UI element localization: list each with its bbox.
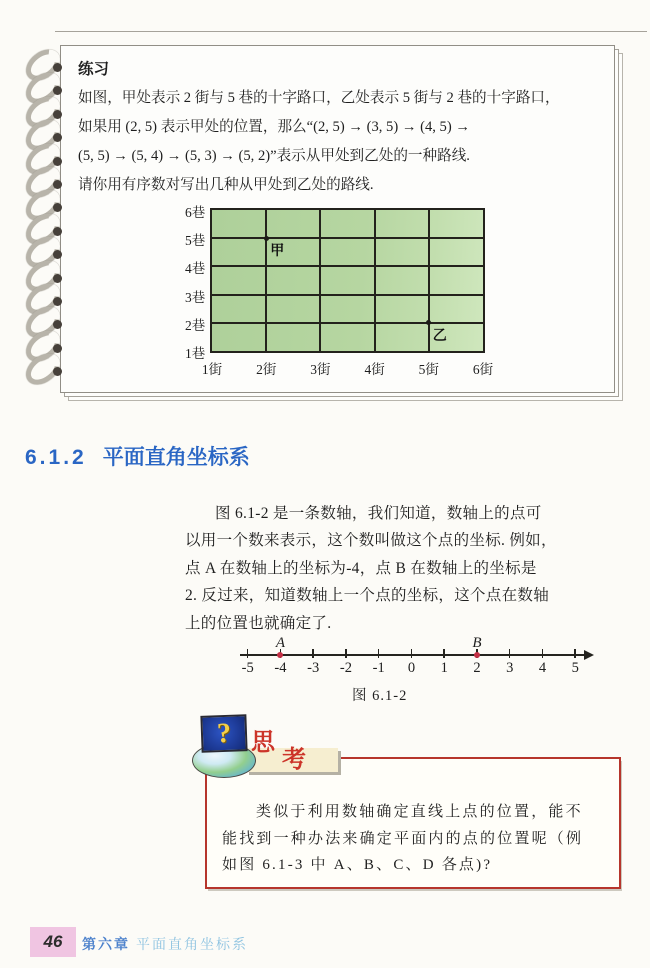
paragraph-line: 上的位置也就确定了.	[185, 614, 332, 632]
paragraph-line: 点 A 在数轴上的坐标为-4，点 B 在数轴上的坐标是	[185, 559, 537, 577]
tick-label: 0	[407, 660, 416, 676]
street-label: 2街	[256, 362, 277, 377]
spiral-ring-hole	[53, 227, 62, 236]
grid-vline	[428, 210, 430, 351]
axis-tick	[378, 649, 380, 658]
spiral-ring-hole	[53, 203, 62, 212]
page-number: 46	[43, 932, 63, 951]
street-label: 3街	[310, 362, 331, 377]
grid-hline	[212, 265, 483, 267]
think-lines	[222, 799, 614, 879]
think-line: 能找到一种办法来确定平面内的点的位置呢（例	[222, 830, 584, 847]
exercise-lines	[78, 84, 615, 200]
street-grid	[185, 198, 525, 382]
spiral-ring-hole	[53, 367, 62, 376]
grid-hline	[212, 294, 483, 296]
question-board-icon	[200, 714, 247, 753]
footer-chapter: 第六章	[82, 938, 130, 953]
paragraph-line: 以用一个数来表示，这个数叫做这个点的坐标. 例如，	[185, 532, 557, 550]
lane-label: 6巷	[185, 205, 206, 220]
numberline-axis	[240, 654, 586, 656]
point-label: A	[275, 635, 286, 651]
grid-hline	[212, 237, 483, 239]
axis-tick	[411, 649, 413, 658]
grid-marker-dot	[264, 236, 269, 241]
tick-label: -3	[307, 660, 320, 676]
think-label-char: 考	[282, 746, 306, 773]
axis-tick	[247, 649, 249, 658]
axis-tick	[345, 649, 347, 658]
tick-label: 2	[473, 660, 481, 676]
lane-label: 5巷	[185, 233, 206, 249]
numberline-figure	[215, 635, 615, 696]
grid-marker-label: 乙	[432, 328, 447, 344]
spiral-ring-hole	[53, 110, 62, 119]
axis-tick	[574, 649, 576, 658]
street-label: 4街	[364, 362, 385, 377]
tick-label: 5	[571, 660, 579, 676]
tick-label: -5	[241, 660, 254, 676]
street-label: 1街	[201, 362, 223, 377]
exercise-line: 如果用 (2, 5) 表示甲处的位置，那么“(2, 5) → (3, 5) → (4, 5) →	[78, 119, 470, 135]
numberline-arrow-icon	[584, 650, 594, 660]
lane-label: 2巷	[185, 317, 206, 333]
grid-marker-label: 甲	[270, 244, 285, 260]
spiral-ring-hole	[53, 63, 62, 72]
tick-label: -1	[372, 660, 385, 676]
exercise-line: 请你用有序数对写出几种从甲处到乙处的路线.	[78, 177, 374, 193]
spiral-ring-hole	[53, 344, 62, 353]
paragraph-lines	[185, 500, 645, 637]
street-label: 5街	[418, 362, 439, 377]
question-mark-glyph: ?	[216, 717, 232, 750]
spiral-ring-hole	[53, 157, 62, 166]
tick-label: 1	[440, 660, 448, 676]
question-mark-globe-icon	[192, 715, 258, 779]
axis-tick	[542, 649, 544, 658]
point-label: B	[472, 635, 482, 651]
grid-hline	[212, 322, 483, 324]
section-title: 平面直角坐标系	[102, 446, 250, 469]
grid-vline	[374, 210, 376, 351]
spiral-ring-hole	[53, 297, 62, 306]
grid-vline	[265, 210, 267, 351]
spiral-ring-hole	[53, 133, 62, 142]
tick-label: 3	[506, 660, 514, 676]
axis-tick	[443, 649, 445, 658]
lane-label: 1巷	[185, 346, 206, 361]
axis-tick	[312, 649, 314, 658]
street-label: 6街	[472, 362, 494, 377]
paragraph-line: 2. 反过来，知道数轴上一个点的坐标，这个点在数轴	[185, 587, 550, 605]
think-line: 如图 6.1-3 中 A、B、C、D 各点)?	[222, 857, 493, 873]
axis-tick	[509, 649, 511, 658]
lane-label: 4巷	[185, 261, 206, 277]
lane-label: 3巷	[185, 289, 206, 305]
exercise-line: 如图，甲处表示 2 街与 5 巷的十字路口，乙处表示 5 街与 2 巷的十字路口，	[78, 90, 560, 106]
spiral-ring-hole	[53, 274, 62, 283]
section-number: 6.1.2	[25, 446, 87, 469]
footer-chapter-title: 平面直角坐标系	[136, 938, 248, 953]
tick-label: -4	[274, 660, 287, 676]
spiral-binding	[24, 52, 72, 386]
exercise-line: (5, 5) → (5, 4) → (5, 3) → (5, 2)”表示从甲处到乙处的一种路线.	[78, 148, 470, 164]
spiral-ring-hole	[53, 250, 62, 259]
figure-caption: 图 6.1-2	[352, 688, 408, 704]
exercise-title: 练习	[78, 61, 110, 78]
spiral-ring-hole	[53, 180, 62, 189]
section-heading	[25, 441, 250, 471]
spiral-ring-hole	[53, 320, 62, 329]
spiral-ring-hole	[53, 86, 62, 95]
tick-label: 4	[538, 660, 547, 676]
point-dot	[474, 652, 480, 658]
grid-vline	[319, 210, 321, 351]
spiral-ring	[24, 356, 66, 380]
tick-label: -2	[339, 660, 352, 676]
page-number-box	[30, 927, 76, 957]
paragraph-line: 图 6.1-2 是一条数轴，我们知道，数轴上的点可	[215, 505, 542, 522]
point-dot	[277, 652, 283, 658]
think-label-char: 思	[251, 729, 275, 756]
think-line: 类似于利用数轴确定直线上点的位置，能不	[256, 804, 583, 820]
page-top-rule	[55, 31, 647, 32]
